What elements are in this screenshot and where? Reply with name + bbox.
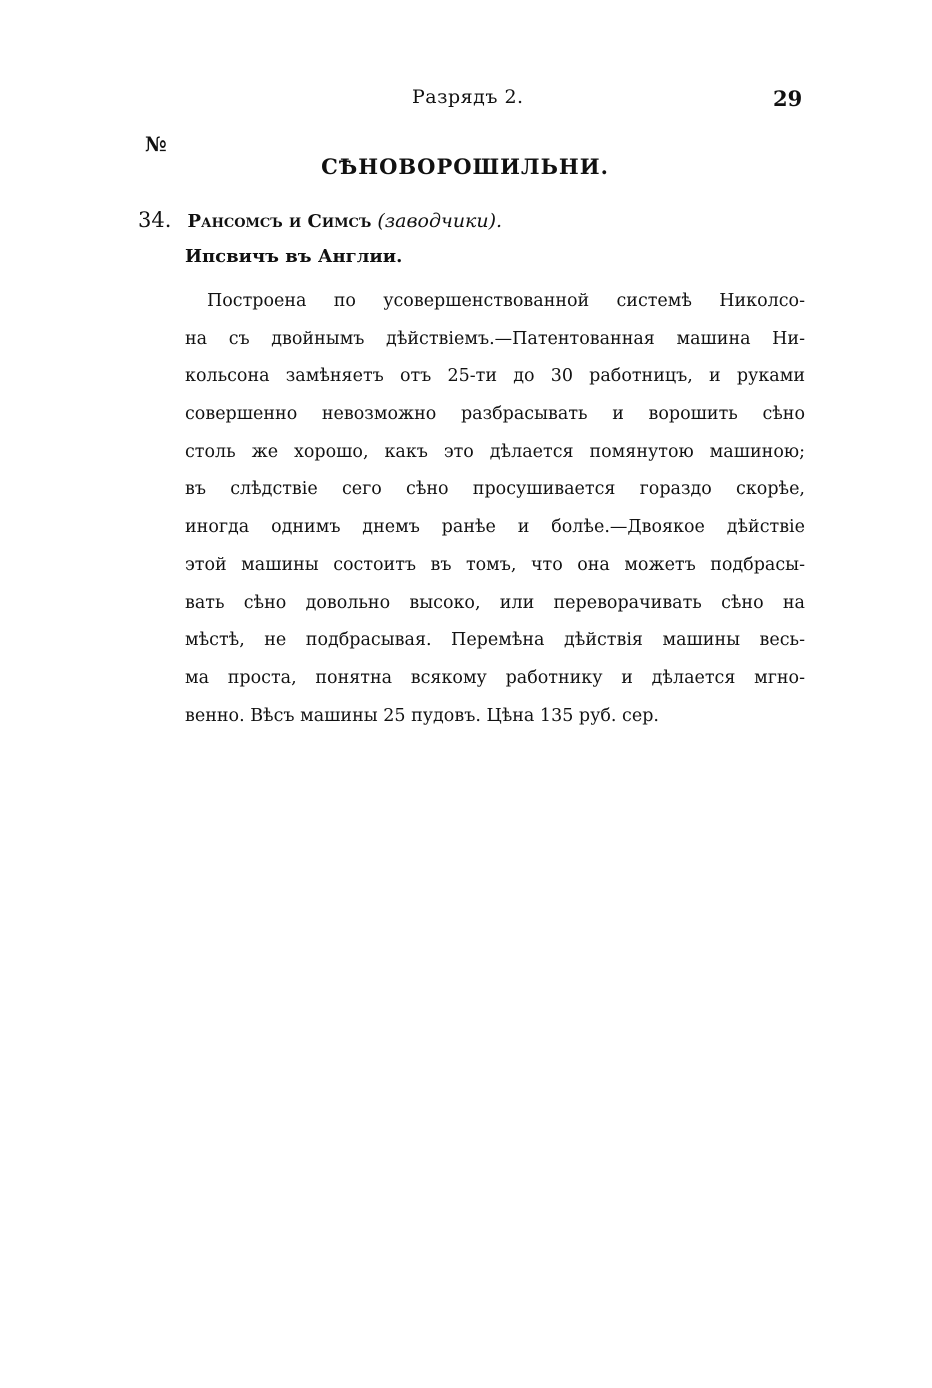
description-line: этой машины состоитъ въ томъ, что она можетъ подбрасы-	[185, 554, 805, 575]
entry-heading	[138, 208, 502, 232]
description-line: Построена по усовершенствованной системѣ Николсо-	[207, 291, 805, 311]
description-line: иногда однимъ днемъ ранѣе и болѣе.—Двоякое дѣйствіе	[185, 517, 805, 538]
description-line: мѣстѣ, не подбрасывая. Перемѣна дѣйствія машины весь-	[185, 630, 805, 651]
entry-description	[185, 283, 805, 735]
entry-number: 34.	[138, 208, 172, 232]
exhibitor-role: (заводчики).	[377, 210, 503, 232]
page-number: 29	[773, 86, 803, 111]
section-title: СѢНОВОРОШИЛЬНИ.	[321, 154, 609, 179]
description-line: кольсона замѣняетъ отъ 25-ти до 30 работницъ, и руками	[185, 366, 805, 387]
description-line: венно. Вѣсъ машины 25 пудовъ. Цѣна 135 руб. сер.	[185, 705, 659, 726]
running-head: Разрядъ 2.	[412, 86, 524, 108]
description-line: вать сѣно довольно высоко, или переворачивать сѣно на	[185, 592, 805, 613]
description-line: столь же хорошо, какъ это дѣлается помянутою машиною;	[185, 441, 805, 462]
description-line: на съ двойнымъ дѣйствіемъ.—Патентованная машина Ни-	[185, 328, 805, 349]
exhibitor-name: Рансомсъ и Симсъ	[187, 211, 372, 232]
description-line: въ слѣдствіе сего сѣно просушивается гораздо скорѣе,	[185, 479, 805, 500]
entry-location: Ипсвичъ въ Англии.	[185, 246, 403, 267]
description-line: ма проста, понятна всякому работнику и дѣлается мгно-	[185, 667, 805, 688]
description-line: совершенно невозможно разбрасывать и ворошить сѣно	[185, 404, 805, 425]
number-mark: №	[145, 132, 167, 156]
